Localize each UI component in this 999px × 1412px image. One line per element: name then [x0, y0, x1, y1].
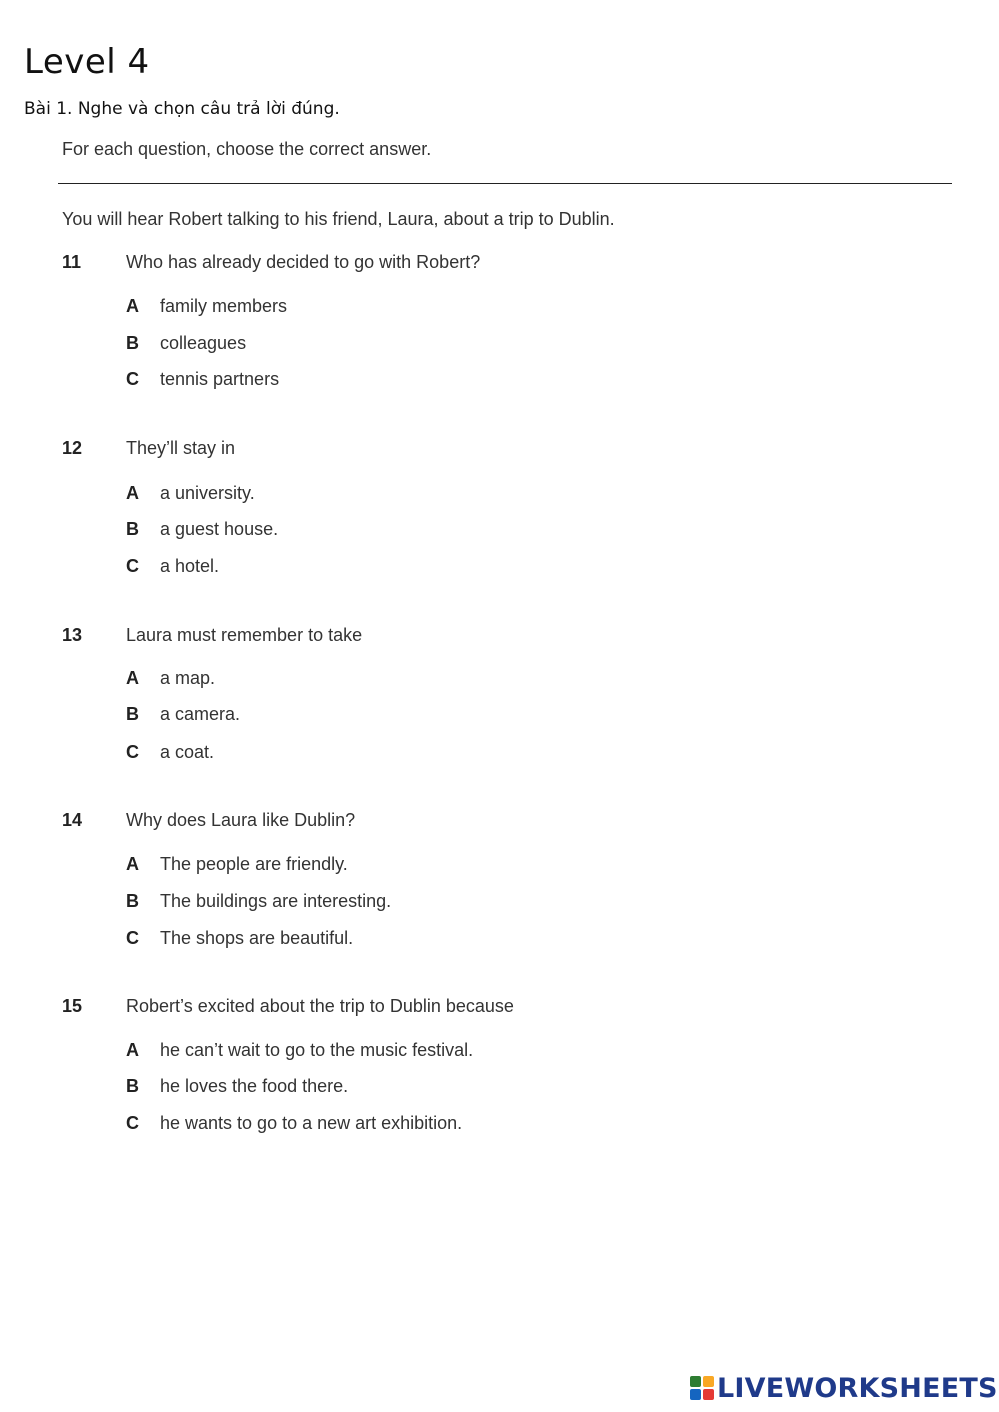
question-number: 15	[62, 996, 83, 1016]
question-number: 11	[62, 252, 82, 272]
option-c[interactable]: a hotel.	[160, 556, 220, 576]
option-a[interactable]: family members	[160, 296, 288, 316]
question-text: Who has already decided to go with Robert?	[126, 252, 481, 272]
instruction-text: For each question, choose the correct answer.	[62, 139, 432, 159]
option-letter-b: B	[126, 891, 139, 911]
option-b[interactable]: colleagues	[160, 333, 247, 353]
option-c[interactable]: a coat.	[160, 742, 215, 762]
option-c[interactable]: tennis partners	[160, 369, 280, 389]
divider-line	[58, 183, 952, 184]
option-letter-c: C	[126, 1113, 139, 1133]
question-number: 14	[62, 810, 83, 830]
option-letter-b: B	[126, 1076, 139, 1096]
question-text: Laura must remember to take	[126, 625, 363, 645]
option-letter-a: A	[126, 296, 139, 316]
question-text: Why does Laura like Dublin?	[126, 810, 356, 830]
page-title: Level 4	[24, 42, 150, 82]
option-letter-b: B	[126, 333, 139, 353]
option-letter-a: A	[126, 483, 139, 503]
option-letter-c: C	[126, 742, 139, 762]
question-number: 13	[62, 625, 83, 645]
option-letter-b: B	[126, 519, 139, 539]
option-letter-a: A	[126, 1040, 139, 1060]
option-b[interactable]: a camera.	[160, 704, 241, 724]
logo-square-blue	[690, 1389, 701, 1400]
logo-square-yellow	[703, 1376, 714, 1387]
option-letter-c: C	[126, 928, 139, 948]
option-b[interactable]: a guest house.	[160, 519, 279, 539]
option-letter-b: B	[126, 704, 139, 724]
option-letter-a: A	[126, 668, 139, 688]
question-text: Robert’s excited about the trip to Dublin because	[126, 996, 514, 1016]
liveworksheets-logo-icon	[690, 1376, 714, 1400]
option-a[interactable]: a university.	[160, 483, 255, 503]
option-c[interactable]: The shops are beautiful.	[160, 928, 354, 948]
question-text: They’ll stay in	[126, 438, 236, 458]
option-letter-c: C	[126, 369, 139, 389]
option-a[interactable]: he can’t wait to go to the music festival.	[160, 1040, 474, 1060]
liveworksheets-logo	[690, 1372, 998, 1404]
logo-square-green	[690, 1376, 701, 1387]
question-number: 12	[62, 438, 83, 458]
option-b[interactable]: The buildings are interesting.	[160, 891, 392, 911]
exercise-subtitle: Bài 1. Nghe và chọn câu trả lời đúng.	[24, 99, 340, 119]
option-letter-c: C	[126, 556, 139, 576]
logo-square-red	[703, 1389, 714, 1400]
logo-text: LIVEWORKSHEETS	[717, 1372, 998, 1404]
option-c[interactable]: he wants to go to a new art exhibition.	[160, 1113, 463, 1133]
option-a[interactable]: The people are friendly.	[160, 854, 348, 874]
context-text: You will hear Robert talking to his friend, Laura, about a trip to Dublin.	[62, 209, 615, 229]
option-b[interactable]: he loves the food there.	[160, 1076, 349, 1096]
option-a[interactable]: a map.	[160, 668, 216, 688]
option-letter-a: A	[126, 854, 139, 874]
